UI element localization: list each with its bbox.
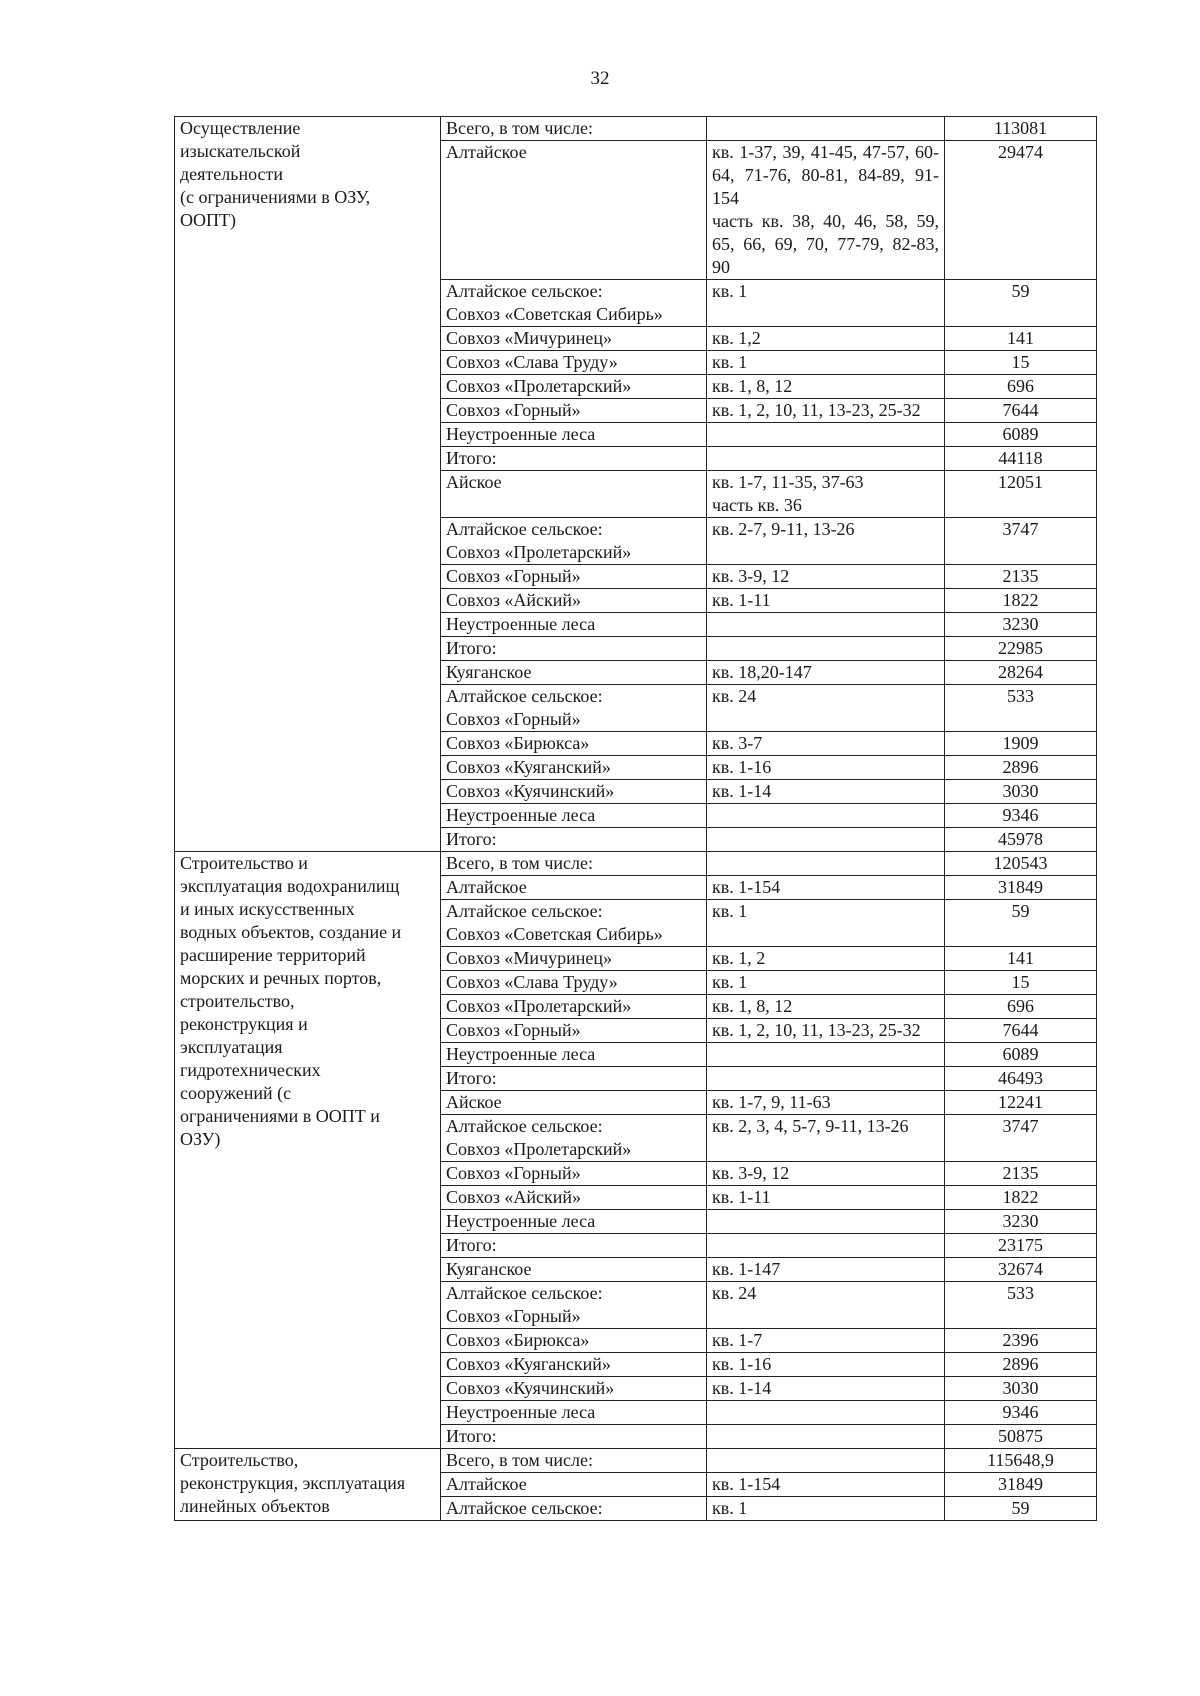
area-cell: 2135	[945, 565, 1097, 589]
quarters-cell: кв. 1-154	[707, 1473, 945, 1497]
forestry-name-cell: Алтайское	[441, 141, 707, 280]
area-cell: 50875	[945, 1425, 1097, 1449]
activity-line: реконструкция, эксплуатация	[180, 1473, 406, 1493]
forestry-name-cell: Неустроенные леса	[441, 423, 707, 447]
quarters-cell	[707, 1043, 945, 1067]
area-cell: 59	[945, 1497, 1097, 1521]
quarters-cell: кв. 1, 8, 12	[707, 995, 945, 1019]
forestry-name-cell: Совхоз «Слава Труду»	[441, 351, 707, 375]
area-cell: 3747	[945, 1115, 1097, 1162]
area-cell: 31849	[945, 876, 1097, 900]
quarters-cell	[707, 1449, 945, 1473]
quarters-cell: кв. 1,2	[707, 327, 945, 351]
area-cell: 3230	[945, 1210, 1097, 1234]
quarters-cell	[707, 1067, 945, 1091]
area-cell: 7644	[945, 399, 1097, 423]
activity-line: ООПТ)	[180, 210, 236, 230]
area-cell: 29474	[945, 141, 1097, 280]
quarters-cell	[707, 637, 945, 661]
activity-line: изыскательской	[180, 141, 301, 161]
activity-line: гидротехнических	[180, 1060, 321, 1080]
activity-line: (с ограничениями в ОЗУ,	[180, 187, 371, 207]
quarters-cell: кв. 1-7, 9, 11-63	[707, 1091, 945, 1115]
forestry-name-cell: Неустроенные леса	[441, 1401, 707, 1425]
quarters-cell	[707, 423, 945, 447]
activity-line: расширение территорий	[180, 945, 366, 965]
area-cell: 12051	[945, 471, 1097, 518]
forestry-name-cell: Совхоз «Мичуринец»	[441, 327, 707, 351]
quarters-cell: кв. 1-16	[707, 1353, 945, 1377]
area-cell: 12241	[945, 1091, 1097, 1115]
area-cell: 113081	[945, 117, 1097, 141]
forest-use-table	[174, 116, 1097, 1521]
area-cell: 22985	[945, 637, 1097, 661]
area-cell: 1909	[945, 732, 1097, 756]
forestry-name-cell: Алтайское сельское: Совхоз «Советская Сибирь»	[441, 280, 707, 327]
activity-line: Строительство и	[180, 853, 308, 873]
area-cell: 59	[945, 900, 1097, 947]
area-cell: 2396	[945, 1329, 1097, 1353]
forestry-name-cell: Итого:	[441, 1425, 707, 1449]
forestry-name-cell: Совхоз «Куячинский»	[441, 1377, 707, 1401]
activity-text	[180, 1449, 435, 1518]
quarters-cell	[707, 1401, 945, 1425]
quarters-cell: кв. 1-16	[707, 756, 945, 780]
area-cell: 3030	[945, 1377, 1097, 1401]
activity-line: водных объектов, создание и	[180, 922, 402, 942]
forestry-name-cell: Совхоз «Куячинский»	[441, 780, 707, 804]
table-row	[175, 1449, 1097, 1473]
quarters-cell: кв. 2, 3, 4, 5-7, 9-11, 13-26	[707, 1115, 945, 1162]
quarters-cell: кв. 1, 8, 12	[707, 375, 945, 399]
area-cell: 32674	[945, 1258, 1097, 1282]
activity-line: ОЗУ)	[180, 1129, 221, 1149]
activity-cell	[175, 852, 441, 1449]
activity-text	[180, 117, 435, 232]
forestry-name-cell: Итого:	[441, 1234, 707, 1258]
area-cell: 141	[945, 327, 1097, 351]
area-cell: 15	[945, 351, 1097, 375]
quarters-cell: кв. 1-154	[707, 876, 945, 900]
forestry-name-cell: Неустроенные леса	[441, 613, 707, 637]
quarters-cell: кв. 1	[707, 971, 945, 995]
quarters-cell: кв. 1-37, 39, 41-45, 47-57, 60-64, 71-76, 80-81, 84-89, 91-154 часть кв. 38, 40, 46, 58, 59, 65, 66, 69, 70, 77-79, 82-83, 90	[707, 141, 945, 280]
table-row	[175, 852, 1097, 876]
area-cell: 15	[945, 971, 1097, 995]
area-cell: 23175	[945, 1234, 1097, 1258]
quarters-cell: кв. 1, 2, 10, 11, 13-23, 25-32	[707, 399, 945, 423]
quarters-cell: кв. 24	[707, 1282, 945, 1329]
page-number: 32	[590, 68, 610, 89]
quarters-cell: кв. 1	[707, 280, 945, 327]
forestry-name-cell: Алтайское сельское: Совхоз «Пролетарский»	[441, 518, 707, 565]
forestry-name-cell: Совхоз «Горный»	[441, 565, 707, 589]
forestry-name-cell: Неустроенные леса	[441, 1210, 707, 1234]
forestry-name-cell: Совхоз «Куяганский»	[441, 756, 707, 780]
quarters-cell	[707, 852, 945, 876]
area-cell: 696	[945, 375, 1097, 399]
area-cell: 6089	[945, 1043, 1097, 1067]
forestry-name-cell: Итого:	[441, 828, 707, 852]
forestry-name-cell: Неустроенные леса	[441, 1043, 707, 1067]
table-row	[175, 117, 1097, 141]
forestry-name-cell: Совхоз «Пролетарский»	[441, 995, 707, 1019]
quarters-cell: кв. 1-147	[707, 1258, 945, 1282]
forestry-name-cell: Куяганское	[441, 1258, 707, 1282]
quarters-cell: кв. 1	[707, 351, 945, 375]
activity-cell	[175, 1449, 441, 1521]
quarters-cell	[707, 1210, 945, 1234]
area-cell: 44118	[945, 447, 1097, 471]
quarters-cell	[707, 1425, 945, 1449]
activity-line: строительство,	[180, 991, 295, 1011]
forestry-name-cell: Айское	[441, 471, 707, 518]
quarters-cell	[707, 828, 945, 852]
area-cell: 3230	[945, 613, 1097, 637]
forestry-name-cell: Итого:	[441, 1067, 707, 1091]
forestry-name-cell: Совхоз «Слава Труду»	[441, 971, 707, 995]
quarters-cell	[707, 804, 945, 828]
quarters-cell: кв. 1-7	[707, 1329, 945, 1353]
quarters-cell: кв. 3-9, 12	[707, 565, 945, 589]
area-cell: 9346	[945, 1401, 1097, 1425]
area-cell: 3030	[945, 780, 1097, 804]
quarters-cell	[707, 613, 945, 637]
forestry-name-cell: Алтайское сельское: Совхоз «Пролетарский»	[441, 1115, 707, 1162]
area-cell: 9346	[945, 804, 1097, 828]
forestry-name-cell: Совхоз «Куяганский»	[441, 1353, 707, 1377]
area-cell: 7644	[945, 1019, 1097, 1043]
activity-line: Строительство,	[180, 1450, 299, 1470]
activity-line: реконструкция и	[180, 1014, 308, 1034]
quarters-cell: кв. 1-11	[707, 1186, 945, 1210]
forestry-name-cell: Совхоз «Мичуринец»	[441, 947, 707, 971]
quarters-cell	[707, 447, 945, 471]
quarters-cell: кв. 24	[707, 685, 945, 732]
area-cell: 28264	[945, 661, 1097, 685]
area-cell: 2135	[945, 1162, 1097, 1186]
forestry-name-cell: Айское	[441, 1091, 707, 1115]
forestry-name-cell: Совхоз «Бирюкса»	[441, 732, 707, 756]
activity-line: эксплуатация водохранилищ	[180, 876, 400, 896]
forestry-name-cell: Итого:	[441, 637, 707, 661]
activity-line: эксплуатация	[180, 1037, 283, 1057]
forestry-name-cell: Совхоз «Айский»	[441, 1186, 707, 1210]
area-cell: 1822	[945, 589, 1097, 613]
forestry-name-cell: Алтайское сельское: Совхоз «Советская Сибирь»	[441, 900, 707, 947]
activity-line: морских и речных портов,	[180, 968, 382, 988]
activity-text	[180, 852, 435, 1151]
area-cell: 533	[945, 685, 1097, 732]
forestry-name-cell: Алтайское сельское: Совхоз «Горный»	[441, 1282, 707, 1329]
forestry-name-cell: Совхоз «Горный»	[441, 399, 707, 423]
area-cell: 45978	[945, 828, 1097, 852]
forestry-name-cell: Алтайское сельское:	[441, 1497, 707, 1521]
forestry-name-cell: Совхоз «Бирюкса»	[441, 1329, 707, 1353]
activity-line: сооружений (с	[180, 1083, 292, 1103]
forestry-name-cell: Алтайское сельское: Совхоз «Горный»	[441, 685, 707, 732]
area-cell: 696	[945, 995, 1097, 1019]
quarters-cell: кв. 1-11	[707, 589, 945, 613]
activity-line: и иных искусственных	[180, 899, 355, 919]
forestry-name-cell: Всего, в том числе:	[441, 852, 707, 876]
quarters-cell: кв. 3-9, 12	[707, 1162, 945, 1186]
forestry-name-cell: Совхоз «Айский»	[441, 589, 707, 613]
quarters-cell: кв. 3-7	[707, 732, 945, 756]
forestry-name-cell: Совхоз «Горный»	[441, 1162, 707, 1186]
quarters-cell: кв. 18,20-147	[707, 661, 945, 685]
activity-line: Осуществление	[180, 118, 301, 138]
area-cell: 46493	[945, 1067, 1097, 1091]
activity-line: деятельности	[180, 164, 284, 184]
forestry-name-cell: Всего, в том числе:	[441, 117, 707, 141]
area-cell: 3747	[945, 518, 1097, 565]
area-cell: 120543	[945, 852, 1097, 876]
quarters-cell	[707, 1234, 945, 1258]
forestry-name-cell: Совхоз «Горный»	[441, 1019, 707, 1043]
area-cell: 6089	[945, 423, 1097, 447]
area-cell: 2896	[945, 756, 1097, 780]
area-cell: 31849	[945, 1473, 1097, 1497]
quarters-cell: кв. 1, 2, 10, 11, 13-23, 25-32	[707, 1019, 945, 1043]
area-cell: 115648,9	[945, 1449, 1097, 1473]
area-cell: 533	[945, 1282, 1097, 1329]
activity-line: ограничениями в ООПТ и	[180, 1106, 380, 1126]
forestry-name-cell: Всего, в том числе:	[441, 1449, 707, 1473]
quarters-cell: кв. 1-14	[707, 780, 945, 804]
forestry-name-cell: Итого:	[441, 447, 707, 471]
forestry-name-cell: Алтайское	[441, 1473, 707, 1497]
forestry-name-cell: Куяганское	[441, 661, 707, 685]
quarters-cell: кв. 1, 2	[707, 947, 945, 971]
quarters-cell: кв. 1	[707, 1497, 945, 1521]
quarters-cell	[707, 117, 945, 141]
quarters-cell: кв. 1-7, 11-35, 37-63 часть кв. 36	[707, 471, 945, 518]
forestry-name-cell: Совхоз «Пролетарский»	[441, 375, 707, 399]
quarters-cell: кв. 2-7, 9-11, 13-26	[707, 518, 945, 565]
area-cell: 59	[945, 280, 1097, 327]
activity-cell	[175, 117, 441, 852]
quarters-cell: кв. 1	[707, 900, 945, 947]
activity-line: линейных объектов	[180, 1496, 330, 1516]
forestry-name-cell: Неустроенные леса	[441, 804, 707, 828]
area-cell: 141	[945, 947, 1097, 971]
quarters-cell: кв. 1-14	[707, 1377, 945, 1401]
area-cell: 1822	[945, 1186, 1097, 1210]
area-cell: 2896	[945, 1353, 1097, 1377]
forestry-name-cell: Алтайское	[441, 876, 707, 900]
